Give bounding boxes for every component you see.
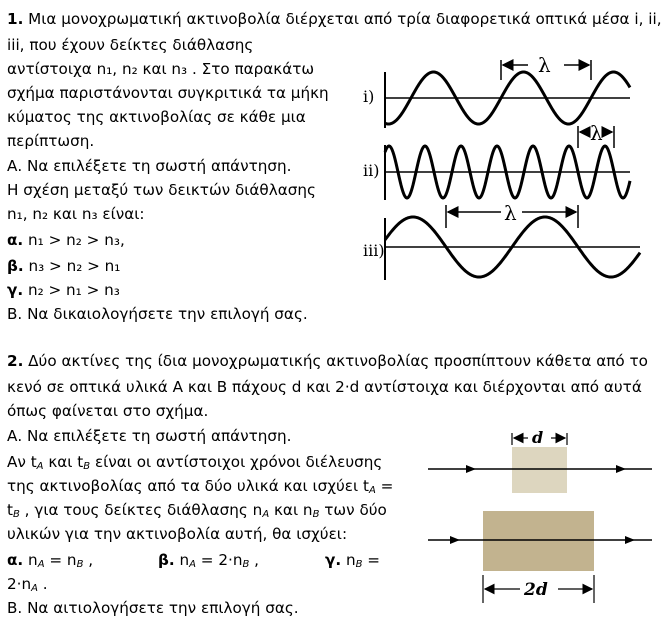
- option-text: $n_A = 2\cdot n_B$ ,: [179, 551, 260, 570]
- q1-part-b: Β. Να δικαιολογήσετε την επιλογή σας.: [7, 305, 308, 323]
- q2-cond-2: της ακτινοβολίας από τα δύο υλικά και ισχύει $t_A$ =: [7, 477, 394, 496]
- q2-cond-3: $t_B$ , για τους δείκτες διάθλασης $n_A$ και $n_B$ των δύο: [7, 501, 387, 520]
- q1-text: Μια μονοχρωματική ακτινοβολία διέρχεται από τρία διαφορετικά οπτικά μέσα i, ii,: [28, 10, 662, 28]
- option-text: n₃ > n₂ > n₁: [28, 257, 121, 275]
- q2-part-b: Β. Να αιτιολογήσετε την επιλογή σας.: [7, 599, 299, 617]
- option-text: n₁ > n₂ > n₃,: [28, 231, 125, 249]
- q2-option-a: [7, 549, 93, 571]
- option-letter: β.: [158, 551, 175, 569]
- q1-line-5: κύματος της ακτινοβολίας σε κάθε μια: [7, 108, 306, 126]
- label-iii: iii): [363, 241, 385, 260]
- q1-line-8: Η σχέση μεταξύ των δεικτών διάθλασης: [7, 181, 316, 199]
- q2-option-c-cont: $2\cdot n_A$ .: [7, 575, 48, 594]
- q1-line-1: [7, 8, 662, 30]
- label-i: i): [363, 87, 375, 106]
- arrowhead: [450, 536, 460, 544]
- lambda-ii: λ: [590, 121, 603, 145]
- wave-figure: [358, 50, 668, 290]
- q1-line-9: n₁, n₂ και n₃ είναι:: [7, 205, 145, 223]
- lambda-i: λ: [538, 53, 551, 77]
- q1-option-b: [7, 255, 120, 277]
- q2-part-a: Α. Να επιλέξετε τη σωστή απάντηση.: [7, 427, 292, 445]
- option-letter: γ.: [325, 551, 342, 569]
- q1-option-a: [7, 229, 125, 251]
- q1-number: 1.: [7, 10, 24, 28]
- q1-line-4: σχήμα παριστάνονται συγκριτικά τα μήκη: [7, 84, 329, 102]
- arrowhead: [625, 536, 635, 544]
- q2-cond-4: υλικών για την ακτινοβολία αυτή, θα ισχύει:: [7, 525, 348, 543]
- q1-line-6: περίπτωση.: [7, 132, 95, 150]
- slab-figure: [420, 425, 660, 610]
- lambda-iii: λ: [504, 201, 517, 225]
- arrowhead: [616, 465, 626, 473]
- q1-part-a: Α. Να επιλέξετε τη σωστή απάντηση.: [7, 157, 292, 175]
- option-letter: β.: [7, 257, 24, 275]
- option-text: n₂ > n₁ > n₃: [27, 281, 120, 299]
- q2-text: Δύο ακτίνες της ίδια μονοχρωματικής ακτινοβολίας προσπίπτουν κάθετα από το: [28, 352, 648, 370]
- q2-cond-1: Αν $t_A$ και $t_B$ είναι οι αντίστοιχοι χρόνοι διέλευσης: [7, 453, 383, 472]
- label-d: d: [532, 428, 544, 447]
- option-text: $n_B$ =: [345, 551, 381, 570]
- q1-line-2: iii, που έχουν δείκτες διάθλασης: [7, 36, 254, 54]
- option-letter: γ.: [7, 281, 24, 299]
- q2-line-1: [7, 350, 648, 372]
- arrowhead: [466, 465, 476, 473]
- q2-option-b: [158, 549, 259, 571]
- option-letter: α.: [7, 231, 24, 249]
- q2-option-c: [325, 549, 380, 571]
- option-letter: α.: [7, 551, 24, 569]
- slab-a: [512, 447, 567, 493]
- q2-line-2: κενό σε οπτικά υλικά Α και Β πάχους d και 2·d αντίστοιχα και διέρχονται από αυτά: [7, 378, 642, 396]
- label-ii: ii): [363, 161, 380, 180]
- q1-option-c: [7, 279, 120, 301]
- slab-b: [483, 511, 594, 571]
- option-text: $n_A = n_B$ ,: [28, 551, 94, 570]
- q2-number: 2.: [7, 352, 24, 370]
- q1-line-3: αντίστοιχα n₁, n₂ και n₃ . Στο παρακάτω: [7, 60, 315, 78]
- label-2d: 2d: [524, 580, 548, 600]
- q2-line-3: όπως φαίνεται στο σχήμα.: [7, 402, 209, 420]
